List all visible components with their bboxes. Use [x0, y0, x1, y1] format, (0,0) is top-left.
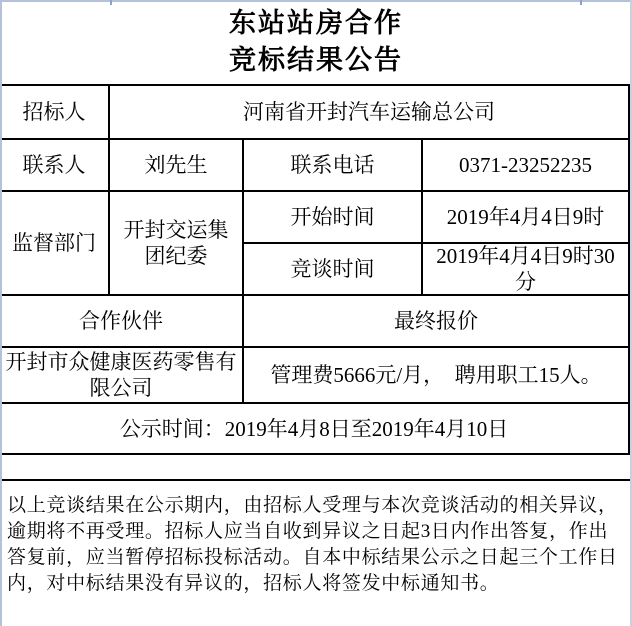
notice-line-4: 内，对中标结果没有异议的，招标人将签发中标通知书。	[7, 573, 500, 594]
start-time-label-cell: 开始时间	[244, 192, 423, 244]
contact-label-cell: 联系人	[0, 140, 110, 192]
bidder-label-cell: 招标人	[0, 86, 110, 140]
supervisor-label-cell: 监督部门	[0, 192, 110, 296]
partner-value-cell: 开封市众健康医药零售有限公司	[0, 348, 244, 404]
quote-label-cell: 最终报价	[244, 296, 630, 348]
top-gridline	[0, 0, 632, 2]
publicity-period-cell: 公示时间：2019年4月8日至2019年4月10日	[0, 404, 630, 455]
talk-time-label-cell: 竞谈时间	[244, 244, 423, 296]
start-time-value-cell: 2019年4月4日9时	[423, 192, 630, 244]
quote-value-cell: 管理费5666元/月， 聘用职工15人。	[244, 348, 630, 404]
announcement-table	[0, 84, 630, 455]
notice-line-2: 逾期将不再受理。招标人应当自收到异议之日起3日内作出答复，作出	[7, 521, 609, 542]
title-line-2: 竞标结果公告	[229, 45, 403, 75]
supervisor-value-cell: 开封交运集团纪委	[110, 192, 244, 296]
partner-label-cell: 合作伙伴	[0, 296, 244, 348]
notice-line-3: 答复前，应当暂停招标投标活动。自本中标结果公示之日起三个工作日	[7, 547, 618, 568]
notice-paragraph	[0, 479, 632, 624]
title-line-1: 东站站房合作	[229, 8, 403, 38]
gridline-tick	[110, 0, 112, 5]
phone-value-cell: 0371-23252235	[423, 140, 630, 192]
gridline-tick	[580, 0, 582, 5]
phone-label-cell: 联系电话	[244, 140, 423, 192]
talk-time-value-cell: 2019年4月4日9时30分	[423, 244, 630, 296]
left-gridline	[0, 0, 2, 626]
contact-value-cell: 刘先生	[110, 140, 244, 192]
notice-line-1: 以上竞谈结果在公示期内，由招标人受理与本次竞谈活动的相关异议，	[7, 495, 618, 516]
document-title	[0, 0, 632, 84]
bidder-value-cell: 河南省开封汽车运输总公司	[110, 86, 630, 140]
